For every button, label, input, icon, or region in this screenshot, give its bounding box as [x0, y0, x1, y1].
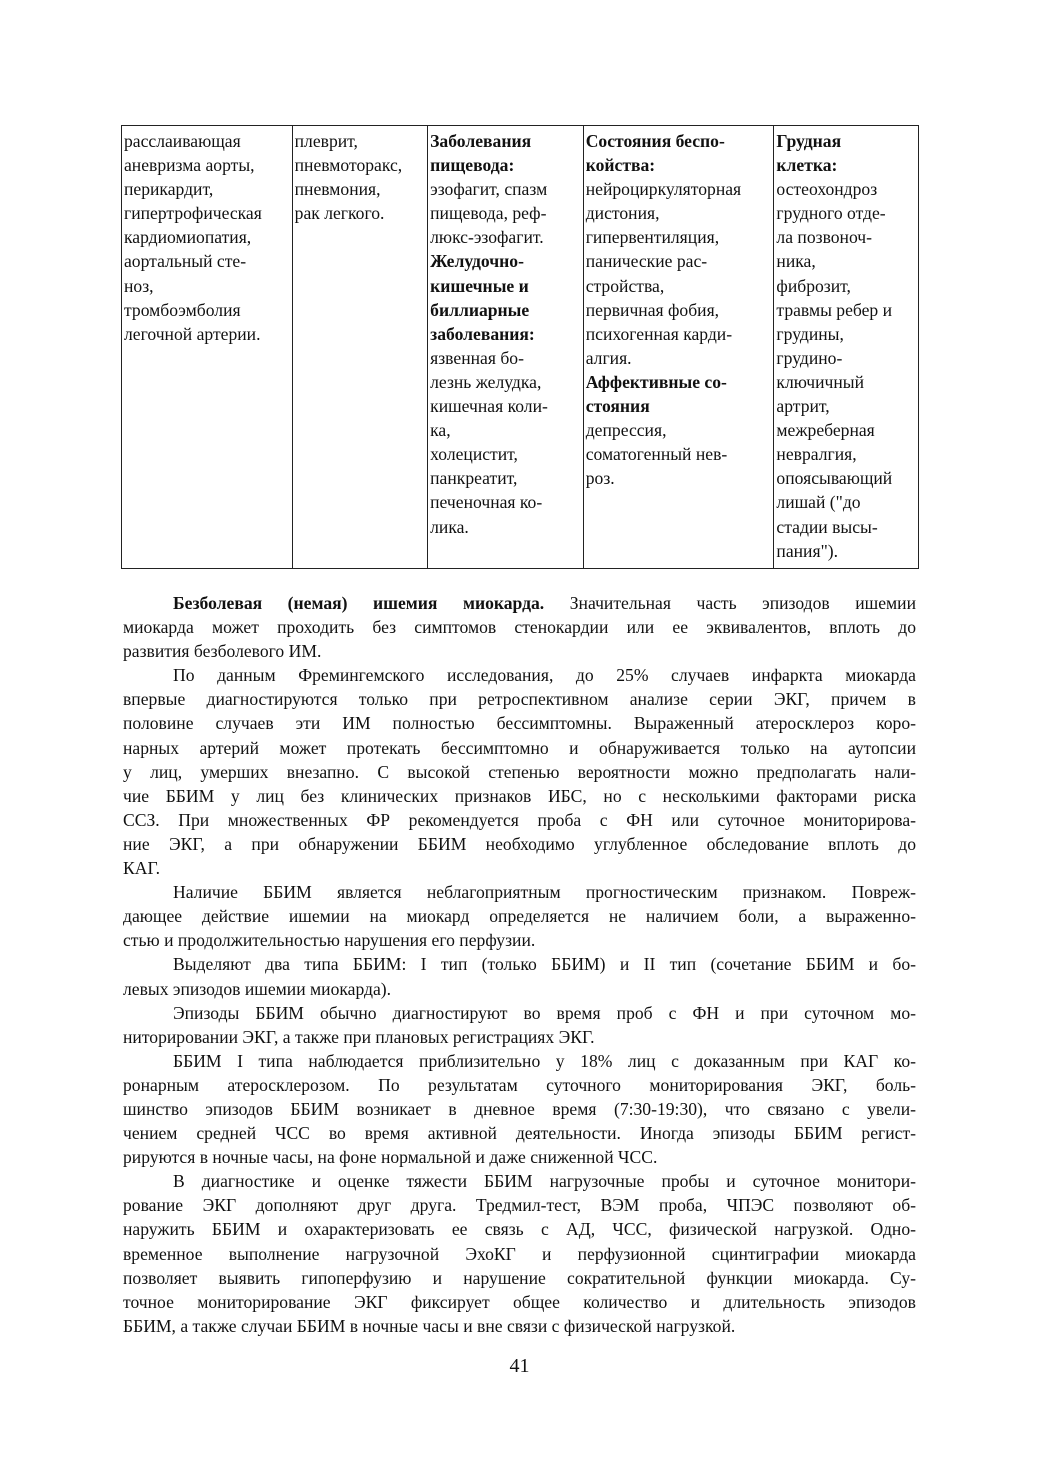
text-line: ниторировании ЭКГ, а также при плановых регистрациях ЭКГ. [123, 1026, 595, 1047]
text-line: левых эпизодов ишемии миокарда). [123, 978, 392, 999]
cell-line: люкс-эзофагит. [430, 227, 544, 248]
text-line: у лиц, умерших внезапно. С высокой степенью вероятности можно предполагать нали- [123, 761, 916, 782]
cell-line: лезнь желудка, [430, 371, 542, 392]
cell-line: Состояния беспо- [585, 131, 725, 151]
cell-line: ключичный [776, 371, 864, 392]
cell-line: аортальный сте- [124, 251, 247, 272]
page-number: 41 [509, 1355, 530, 1377]
cell-line: артрит, [776, 396, 830, 417]
cell-line: грудино- [776, 347, 843, 368]
cell-line: кишечные и [430, 275, 529, 296]
text-line: ронарным атеросклерозом. По результатам суточного мониторирования ЭКГ, боль- [123, 1074, 916, 1095]
cell-line: койства: [585, 155, 656, 176]
cell-lines [586, 177, 773, 370]
cell-line: биллиарные [430, 299, 530, 320]
text-line: позволяет выявить гипоперфузию и нарушение сократительной функции миокарда. Су- [123, 1267, 916, 1288]
cell-line: клетка: [776, 155, 838, 176]
cell-line: Желудочно- [430, 251, 524, 272]
cell-line: депрессия, [585, 420, 667, 441]
cell-line: невралгия, [776, 444, 857, 465]
text-line: ССЗ. При множественных ФР рекомендуется проба с ФН или суточное мониторирова- [123, 809, 916, 830]
cell-line: нейроциркуляторная [585, 179, 742, 200]
paragraph-assessment [123, 1169, 916, 1338]
table-cell-anxiety [583, 126, 774, 569]
cell-line: грудного отде- [776, 203, 886, 224]
cell-line: опоясывающий [776, 468, 893, 489]
cell-line: психогенная карди- [585, 323, 733, 344]
cell-line: эзофагит, спазм [430, 179, 548, 200]
cell-line: пищевода, реф- [430, 203, 547, 224]
cell-line: фиброзит, [776, 275, 851, 296]
cell-line: ноз, [124, 275, 154, 296]
cell-line: кардиомиопатия, [124, 227, 252, 248]
text-line: рование ЭКГ дополняют друг друга. Тредмил-тест, ВЭМ проба, ЧПЭС позволяют об- [123, 1195, 916, 1216]
text-line: ББИМ I типа наблюдается приблизительно у 18% лиц с доказанным при КАГ ко- [173, 1050, 916, 1071]
paragraph-prognosis [123, 880, 916, 952]
cell-line: ла позвоноч- [776, 227, 873, 248]
cell-heading [776, 129, 917, 177]
cell-line: дистония, [585, 203, 660, 224]
cell-line: расслаивающая [124, 131, 241, 151]
cell-lines [430, 346, 582, 539]
cell-line: ника, [776, 251, 816, 272]
cell-line: тромбоэмболия [124, 299, 241, 320]
table-cell-pulmonary [292, 126, 428, 569]
text-line: дающее действие ишемии на миокард определяется не наличием боли, а выраженно- [123, 906, 916, 927]
text-line: рируются в ночные часы, на фоне нормальной и даже сниженной ЧСС. [123, 1147, 658, 1168]
cell-line: панкреатит, [430, 468, 518, 489]
cell-line: лишай ("до [776, 492, 861, 513]
cell-line: первичная фобия, [585, 299, 720, 320]
text-line: половине случаев эти ИМ полностью бессимптомны. Выраженный атеросклероз коро- [123, 713, 916, 734]
cell-line: травмы ребер и [776, 299, 893, 320]
cell-line: пневмония, [294, 179, 381, 200]
cell-line: межреберная [776, 420, 875, 441]
cell-line: стадии высы- [776, 516, 878, 537]
cell-line: роз. [585, 468, 615, 489]
cell-line: печеночная ко- [430, 492, 543, 513]
paragraph-type-one [123, 1049, 916, 1169]
cell-lines [295, 129, 427, 225]
cell-line: соматогенный нев- [585, 444, 728, 465]
cell-heading [586, 370, 773, 418]
text-line: По данным Фремингемского исследования, до 25% случаев инфаркта миокарда [173, 665, 916, 686]
differential-diagnosis-table [121, 125, 919, 569]
cell-line: плеврит, [294, 131, 358, 151]
cell-line: панические рас- [585, 251, 708, 272]
cell-line: гипертрофическая [124, 203, 262, 224]
text-line: ние ЭКГ, а при обнаружении ББИМ необходимо углубленное обследование вплоть до [123, 833, 916, 854]
cell-line: алгия. [585, 347, 632, 368]
text-line: впервые диагностируются только при ретроспективном анализе серии ЭКГ, причем в [123, 689, 916, 710]
cell-line: пания"). [776, 540, 839, 561]
text-line: точное мониторирование ЭКГ фиксирует общее количество и длительность эпизодов [123, 1291, 916, 1312]
text-line: В диагностике и оценке тяжести ББИМ нагрузочные пробы и суточное монитори- [173, 1171, 916, 1192]
cell-line: грудины, [776, 323, 844, 344]
cell-line: холецистит, [430, 444, 518, 465]
table-cell-cardiovascular [122, 126, 293, 569]
cell-heading [430, 129, 582, 177]
cell-line: язвенная бо- [430, 347, 524, 368]
cell-lines [430, 177, 582, 249]
cell-line: пищевода: [430, 155, 515, 176]
cell-line: гипервентиляция, [585, 227, 720, 248]
paragraph-silent-ischemia [123, 591, 916, 663]
cell-lines [586, 418, 773, 490]
text-line: чие ББИМ у лиц без клинических признаков ИБС, но с несколькими факторами риска [123, 785, 916, 806]
text-line: шинство эпизодов ББИМ возникает в дневное время (7:30-19:30), что связано с увели- [123, 1098, 916, 1119]
paragraph-first-line [123, 591, 916, 615]
paragraph-types [123, 952, 916, 1000]
cell-lines [124, 129, 291, 346]
cell-line: заболевания: [430, 323, 535, 344]
table-row [122, 126, 919, 569]
cell-line: пневмоторакс, [294, 155, 403, 176]
body-text [123, 591, 916, 1338]
paragraph-lines [123, 615, 916, 663]
text-line: наружить ББИМ и охарактеризовать ее связь с АД, ЧСС, физической нагрузкой. Одно- [123, 1219, 916, 1240]
text-line: КАГ. [123, 858, 161, 879]
text-line: чением средней ЧСС во время активной деятельности. Иногда эпизоды ББИМ регист- [123, 1123, 916, 1144]
cell-line: кишечная коли- [430, 396, 548, 417]
text-line: миокарда может проходить без симптомов стенокардии или ее эквивалентов, вплоть до [123, 617, 916, 638]
table-cell-chest-wall [774, 126, 919, 569]
cell-line: легочной артерии. [124, 323, 261, 344]
section-heading: Безболевая (немая) ишемия миокарда. [173, 593, 545, 613]
cell-line: перикардит, [124, 179, 214, 200]
cell-heading [586, 129, 773, 177]
cell-heading [430, 249, 582, 345]
paragraph-framingham [123, 663, 916, 880]
cell-line: Заболевания [430, 131, 532, 151]
cell-line: Грудная [776, 131, 842, 151]
paragraph-text: Значительная часть эпизодов ишемии [569, 593, 916, 613]
text-line: нарных артерий может протекать бессимптомно и обнаруживается только на аутопсии [123, 737, 916, 758]
text-line: Эпизоды ББИМ обычно диагностируют во время проб с ФН и при суточном мо- [173, 1002, 916, 1023]
cell-line: аневризма аорты, [124, 155, 255, 176]
cell-line: рак легкого. [294, 203, 385, 224]
text-line: развития безболевого ИМ. [123, 641, 322, 662]
cell-line: Аффективные со- [585, 371, 727, 392]
text-line: стью и продолжительностью нарушения его перфузии. [123, 930, 536, 951]
cell-line: остеохондроз [776, 179, 878, 200]
cell-line: стройства, [585, 275, 665, 296]
text-line: Выделяют два типа ББИМ: I тип (только ББИМ) и II тип (сочетание ББИМ и бо- [173, 954, 916, 975]
paragraph-diagnosis [123, 1001, 916, 1049]
cell-line: лика. [430, 516, 469, 537]
text-line: ББИМ, а также случаи ББИМ в ночные часы и вне связи с физической нагрузкой. [123, 1315, 736, 1336]
cell-line: ка, [430, 420, 451, 441]
cell-line: стояния [585, 396, 650, 417]
text-line: временное выполнение нагрузочной ЭхоКГ и перфузионной сцинтиграфии миокарда [123, 1243, 916, 1264]
text-line: Наличие ББИМ является неблагоприятным прогностическим признаком. Повреж- [173, 882, 916, 903]
cell-lines [776, 177, 917, 563]
table-cell-gastrointestinal [428, 126, 584, 569]
